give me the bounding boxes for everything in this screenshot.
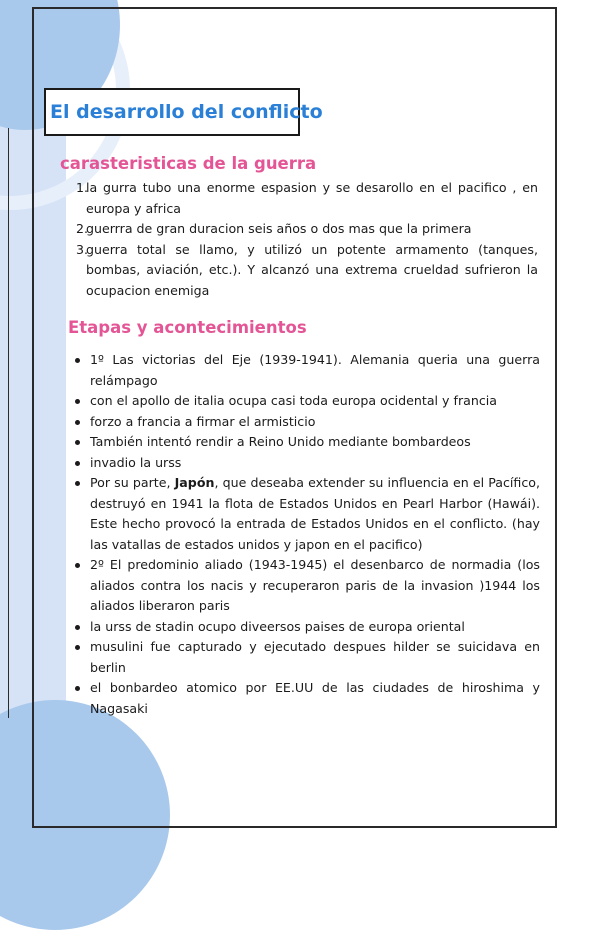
list-item — [68, 391, 540, 412]
list-item-text: También intentó rendir a Reino Unido mediante bombardeos — [90, 434, 471, 449]
etapas-list — [68, 350, 540, 719]
list-item — [68, 555, 540, 617]
list-number: 1. — [76, 180, 89, 195]
list-number: 3. — [76, 241, 89, 257]
list-item-bold: Japón — [174, 475, 215, 490]
list-item — [68, 678, 540, 719]
list-item-text: guerra total se llamo, y utilizó un potente armamento (tanques, bombas, aviación, etc.). Y alcanzó una extrema crueldad sufrieron la ocupacion enemiga — [86, 241, 538, 298]
list-item-text: 1º Las victorias del Eje (1939-1941). Alemania queria una guerra relámpago — [90, 352, 540, 388]
list-number: 2. — [76, 221, 89, 236]
list-item-text: forzo a francia a firmar el armisticio — [90, 413, 316, 429]
list-item — [68, 412, 540, 433]
list-item-text: el bonbardeo atomico por EE.UU de las ciudades de hiroshima y Nagasaki — [90, 680, 540, 716]
bullet-icon — [75, 625, 80, 630]
list-item — [68, 637, 540, 678]
bullet-icon — [75, 686, 80, 691]
bullet-icon — [75, 645, 80, 650]
caracteristicas-list — [66, 178, 538, 301]
list-item — [68, 350, 540, 391]
bullet-icon — [75, 399, 80, 404]
list-item-text: guerrra de gran duracion seis años o dos mas que la primera — [86, 221, 472, 236]
heading-caracteristicas: carasteristicas de la guerra — [60, 154, 317, 173]
list-item — [66, 240, 538, 302]
list-item-text: con el apollo de italia ocupa casi toda europa ocidental y francia — [90, 393, 497, 408]
bullet-icon — [75, 358, 80, 363]
bullet-icon — [75, 461, 80, 466]
bullet-icon — [75, 481, 80, 486]
list-item — [66, 178, 538, 219]
list-item — [68, 432, 540, 453]
list-item-text: la gurra tubo una enorme espasion y se desarollo en el pacifico , en europa y africa — [86, 180, 538, 216]
list-item — [68, 473, 540, 555]
heading-etapas: Etapas y acontecimientos — [68, 318, 307, 337]
list-item-text: musulini fue capturado y ejecutado despues hilder se suicidava en berlin — [90, 639, 540, 675]
list-item — [66, 219, 538, 240]
list-item-text-before: Por su parte, — [90, 475, 175, 490]
bullet-icon — [75, 440, 80, 445]
list-item-text: invadio la urss — [90, 454, 182, 470]
bullet-icon — [75, 563, 80, 568]
bullet-icon — [75, 420, 80, 425]
list-item — [68, 617, 540, 638]
list-item-text: la urss de stadin ocupo diveersos paises de europa oriental — [90, 618, 465, 634]
list-item — [68, 453, 540, 474]
left-rule — [8, 128, 9, 718]
list-item-text-after: , que deseaba extender su influencia en el Pacífico, destruyó en 1941 la flota de Estados Unidos en Pearl Harbor (Hawái). Este hecho provocó la entrada de Estados Unidos en el conflicto. (hay las vatallas de estados unidos y japon en el pacifico) — [90, 475, 540, 552]
list-item-text: 2º El predominio aliado (1943-1945) el desenbarco de normadia (los aliados contra los nacis y recuperaron paris de la invasion )1944 los aliados liberaron paris — [90, 557, 540, 613]
title-box — [44, 88, 323, 136]
page-title: El desarrollo del conflicto — [50, 101, 323, 123]
